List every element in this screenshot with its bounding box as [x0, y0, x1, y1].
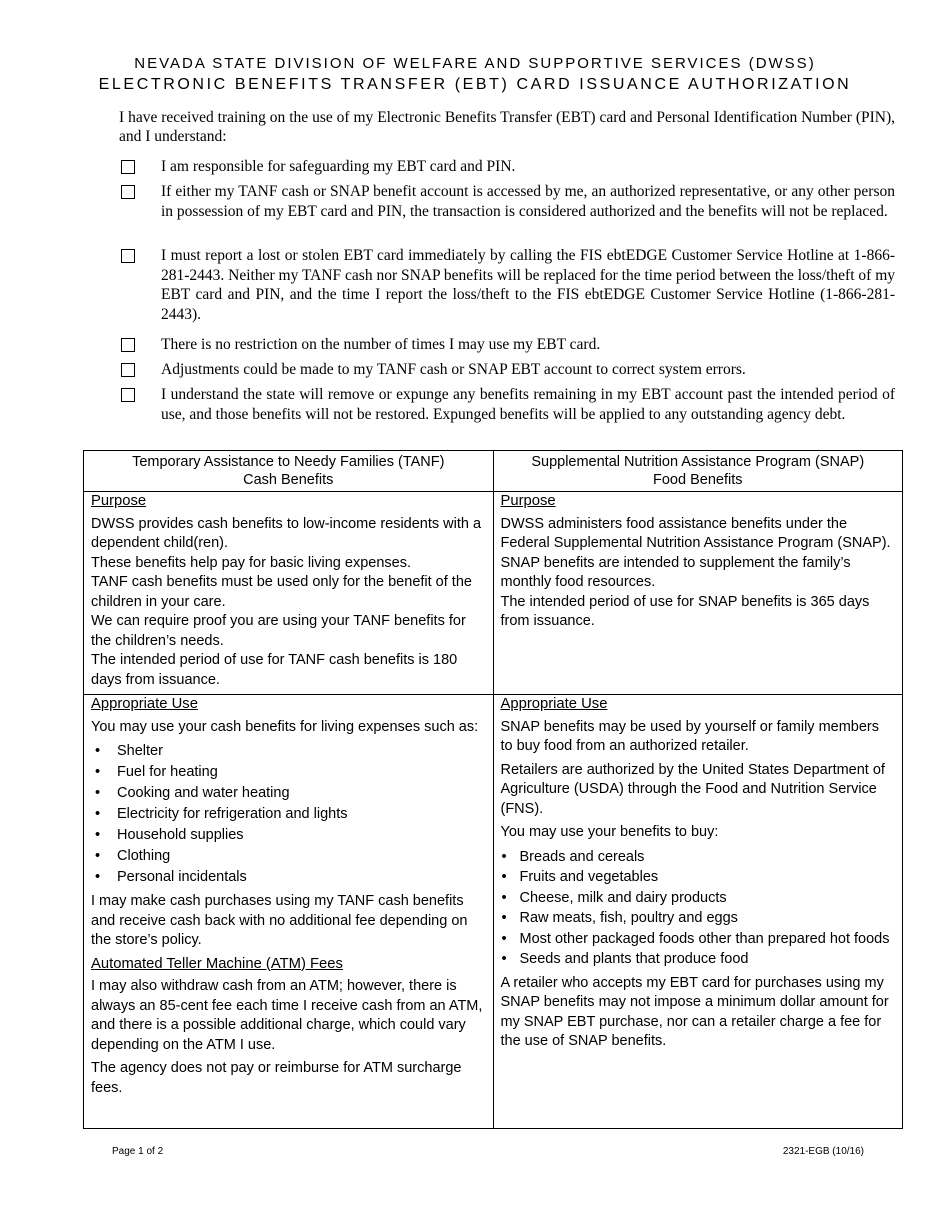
snap-purpose-title: Purpose: [500, 493, 556, 509]
checkbox[interactable]: [121, 338, 135, 352]
atm-fees-text: I may also withdraw cash from an ATM; however, there is always an 85-cent fee each time I receive cash from an ATM, and there is a possible additional charge, which could vary depending on the ATM I use.: [91, 978, 483, 1053]
tanf-appropriate-use-title: Appropriate Use: [91, 696, 198, 712]
ack-item: [119, 335, 895, 355]
tanf-purpose-line: These benefits help pay for basic living expenses.: [91, 554, 411, 571]
snap-header-line1: Supplemental Nutrition Assistance Program (SNAP): [531, 454, 865, 470]
ack-text: I am responsible for safeguarding my EBT card and PIN.: [161, 158, 516, 175]
tanf-header-line2: Cash Benefits: [243, 472, 334, 488]
list-item: • Household supplies: [91, 825, 486, 846]
list-item: • Electricity for refrigeration and lights: [91, 804, 486, 825]
list-item: • Fruits and vegetables: [501, 867, 896, 888]
tanf-purpose-line: The intended period of use for TANF cash benefits is 180 days from issuance.: [91, 652, 458, 688]
ack-item: [119, 246, 895, 324]
list-item: • Raw meats, fish, poultry and eggs: [501, 908, 896, 929]
checkbox[interactable]: [121, 160, 135, 174]
tanf-purpose-line: We can require proof you are using your TANF benefits for the children’s needs.: [91, 613, 466, 649]
ack-item: [119, 182, 895, 221]
agency-title: NEVADA STATE DIVISION OF WELFARE AND SUPPORTIVE SERVICES (DWSS): [134, 55, 816, 72]
tanf-purpose-line: DWSS provides cash benefits to low-income residents with a dependent child(ren).: [91, 515, 482, 551]
snap-header-line2: Food Benefits: [653, 472, 743, 488]
tanf-purpose-title: Purpose: [91, 493, 147, 509]
page-number: Page 1 of 2: [112, 1146, 164, 1157]
ack-text: I understand the state will remove or expunge any benefits remaining in my EBT account past the intended period of use, and those benefits will not be restored. Expunged benefits will be applied to any outstanding agency debt.: [161, 386, 895, 423]
snap-appropriate-use-cell: [493, 695, 903, 1129]
tanf-header: [84, 451, 494, 492]
snap-purpose-text: [501, 515, 896, 632]
snap-use-text-2: Retailers are authorized by the United States Department of Agriculture (USDA) through the Food and Nutrition Service (FNS).: [500, 761, 885, 817]
snap-purpose-line: DWSS administers food assistance benefits under the Federal Supplemental Nutrition Assistance Program (SNAP).: [500, 515, 891, 551]
checkbox[interactable]: [121, 388, 135, 402]
ack-text: I must report a lost or stolen EBT card immediately by calling the FIS ebtEDGE Customer Service Hotline at 1-866-281-2443. Neither my TANF cash nor SNAP benefits will be replaced for the time period between the loss/theft of my EBT card and PIN, and the time I report the loss/theft to the FIS ebtEDGE Customer Service Hotline (1-866-281-2443).: [161, 247, 895, 323]
ack-item: [119, 157, 895, 177]
tanf-header-line1: Temporary Assistance to Needy Families (TANF): [132, 454, 445, 470]
tanf-use-intro: You may use your cash benefits for living expenses such as:: [91, 718, 479, 735]
snap-retailer-text: A retailer who accepts my EBT card for purchases using my SNAP benefits may not impose a minimum dollar amount for my SNAP EBT purchase, nor can a retailer charge a fee for the use of SNAP benefits.: [500, 974, 889, 1049]
snap-use-text-3: You may use your benefits to buy:: [500, 824, 719, 840]
intro-paragraph: I have received training on the use of my Electronic Benefits Transfer (EBT) card and Personal Identification Number (PIN), and I understand:: [119, 109, 895, 145]
tanf-purpose-line: TANF cash benefits must be used only for the benefit of the children in your care.: [91, 574, 472, 610]
snap-purpose-line: SNAP benefits are intended to supplement the family’s monthly food resources.: [500, 554, 851, 590]
list-item: • Cheese, milk and dairy products: [501, 888, 896, 909]
tanf-use-list: [91, 741, 486, 888]
list-item: • Cooking and water heating: [91, 783, 486, 804]
list-item: • Fuel for heating: [91, 762, 486, 783]
checkbox[interactable]: [121, 249, 135, 263]
tanf-purpose-text: [91, 515, 486, 691]
checkbox[interactable]: [121, 363, 135, 377]
list-item: • Seeds and plants that produce food: [501, 949, 896, 970]
list-item: • Personal incidentals: [91, 867, 486, 888]
tanf-cash-purchase-text: I may make cash purchases using my TANF cash benefits and receive cash back with no additional fee depending on the store’s policy.: [91, 893, 468, 948]
list-item: • Shelter: [91, 741, 486, 762]
snap-appropriate-use-title: Appropriate Use: [500, 696, 608, 712]
snap-purpose-line: The intended period of use for SNAP benefits is 365 days from issuance.: [500, 593, 870, 629]
snap-use-list: [501, 847, 896, 970]
tanf-appropriate-use-cell: [84, 695, 494, 1129]
tanf-purpose-cell: [84, 492, 494, 695]
list-item: • Clothing: [91, 846, 486, 867]
checkbox[interactable]: [121, 185, 135, 199]
form-title: ELECTRONIC BENEFITS TRANSFER (EBT) CARD ISSUANCE AUTHORIZATION: [98, 76, 852, 93]
ack-text: If either my TANF cash or SNAP benefit account is accessed by me, an authorized representative, or any other person in possession of my EBT card and PIN, the transaction is considered authorized and the benefits will not be replaced.: [161, 183, 895, 220]
atm-fees-title: Automated Teller Machine (ATM) Fees: [91, 955, 343, 972]
list-item: • Breads and cereals: [501, 847, 896, 868]
ack-item: [119, 360, 895, 380]
snap-use-text-1: SNAP benefits may be used by yourself or family members to buy food from an authorized retailer.: [500, 718, 880, 754]
list-item: • Most other packaged foods other than prepared hot foods: [501, 929, 896, 950]
benefits-table: [83, 450, 903, 1129]
atm-agency-text: The agency does not pay or reimburse for ATM surcharge fees.: [91, 1060, 462, 1096]
snap-header: [493, 451, 903, 492]
ack-item: [119, 385, 895, 424]
ack-text: Adjustments could be made to my TANF cash or SNAP EBT account to correct system errors.: [161, 361, 746, 378]
snap-purpose-cell: [493, 492, 903, 695]
form-number: 2321-EGB (10/16): [782, 1146, 864, 1157]
ack-text: There is no restriction on the number of times I may use my EBT card.: [161, 336, 601, 353]
